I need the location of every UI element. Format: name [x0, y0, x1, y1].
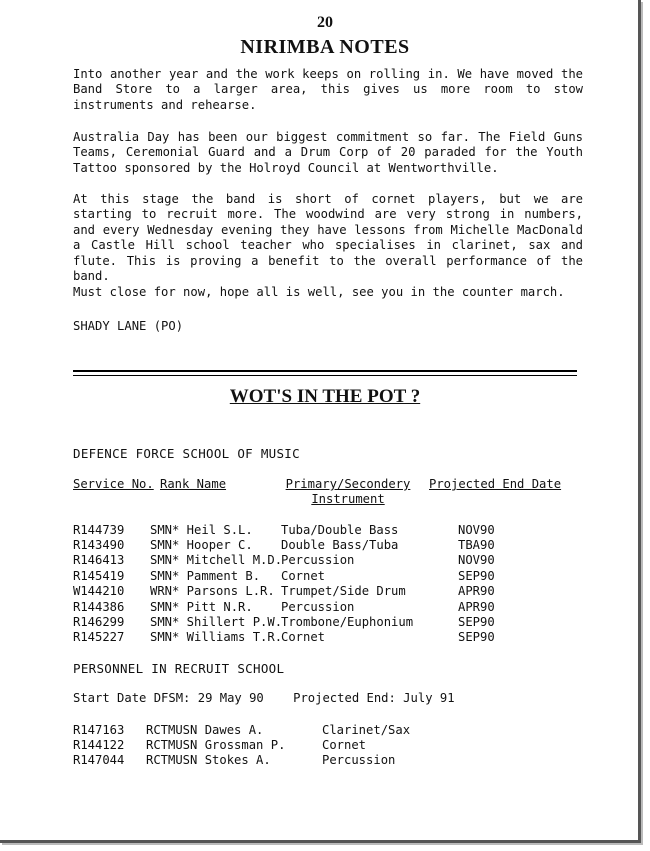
rank-name: RCTMUSN Stokes A. — [146, 753, 271, 767]
divider-thick — [73, 370, 577, 372]
instrument: Double Bass/Tuba — [281, 538, 399, 552]
service-number: R145419 — [73, 569, 125, 583]
instrument: Tuba/Double Bass — [281, 523, 399, 537]
service-number: R144386 — [73, 600, 125, 614]
instrument: Trumpet/Side Drum — [281, 584, 406, 598]
rank-name: SMN* Pamment B. — [150, 569, 261, 583]
table-row — [0, 523, 650, 538]
rank-name: SMN* Hooper C. — [150, 538, 253, 552]
end-date: NOV90 — [458, 523, 495, 537]
rank-name: SMN* Williams T.R. — [150, 630, 283, 644]
instrument: Trombone/Euphonium — [281, 615, 414, 629]
col-header-instrument-line1: Primary/Secondery — [285, 477, 411, 491]
table-row — [0, 538, 650, 553]
end-date: SEP90 — [458, 569, 495, 583]
table-row — [0, 569, 650, 584]
rank-name: WRN* Parsons L.R. — [150, 584, 275, 598]
rank-name: SMN* Mitchell M.D. — [150, 553, 283, 567]
instrument: Percussion — [281, 553, 355, 567]
paragraph-closing: Must close for now, hope all is well, see you in the counter march. — [73, 285, 565, 299]
col-header-instrument-line2: Instrument — [311, 492, 385, 506]
paragraph-cornet-players: At this stage the band is short of cornet players, but we are starting to recruit more. The woodwind are very strong in numbers, and every Wednesday evening they have lessons from Michelle MacDonald a Castle Hill school teacher who specialises in clarinet, sax and flute. This is proving a benefit to the overall performance of the band. — [73, 192, 583, 284]
signature: SHADY LANE (PO) — [73, 319, 184, 333]
divider-thin — [73, 375, 577, 376]
instrument: Percussion — [322, 753, 396, 767]
table-row — [0, 615, 650, 630]
instrument: Cornet — [322, 738, 367, 752]
rank-name: RCTMUSN Grossman P. — [146, 738, 286, 752]
instrument: Percussion — [281, 600, 355, 614]
col-header-service-no: Service No. — [73, 477, 154, 491]
paragraph-australia-day: Australia Day has been our biggest commitment so far. The Field Guns Teams, Ceremonial Guard and a Drum Corp of 20 paraded for the Youth Tattoo sponsored by the Holroyd Council at Wentworthville. — [73, 130, 583, 175]
table-row — [0, 738, 650, 753]
service-number: R146413 — [73, 553, 125, 567]
end-date: SEP90 — [458, 630, 495, 644]
table-row — [0, 600, 650, 615]
wots-in-the-pot-title: WOT'S IN THE POT ? — [229, 386, 421, 407]
rank-name: RCTMUSN Dawes A. — [146, 723, 264, 737]
rank-name: SMN* Heil S.L. — [150, 523, 253, 537]
col-header-end-date: Projected End Date — [429, 477, 562, 491]
end-date: NOV90 — [458, 553, 495, 567]
instrument: Clarinet/Sax — [322, 723, 411, 737]
page-number: 20 — [317, 14, 333, 31]
service-number: R144122 — [73, 738, 125, 752]
table-row — [0, 723, 650, 738]
paragraph-band-store: Into another year and the work keeps on rolling in. We have moved the Band Store to a larger area, this gives us more room to stow instruments and rehearse. — [73, 67, 583, 112]
date-line — [73, 691, 455, 705]
nirimba-notes-title: NIRIMBA NOTES — [240, 36, 410, 58]
end-date: APR90 — [458, 600, 495, 614]
instrument: Cornet — [281, 630, 326, 644]
end-date: APR90 — [458, 584, 495, 598]
table-row — [0, 630, 650, 645]
service-number: W144210 — [73, 584, 125, 598]
recruit-heading: PERSONNEL IN RECRUIT SCHOOL — [73, 661, 285, 676]
service-number: R146299 — [73, 615, 125, 629]
table-row — [0, 553, 650, 568]
service-number: R145227 — [73, 630, 125, 644]
col-header-rank-name: Rank Name — [160, 477, 227, 491]
service-number: R143490 — [73, 538, 125, 552]
projected-end: Projected End: July 91 — [293, 691, 455, 705]
table-row — [0, 753, 650, 768]
end-date: SEP90 — [458, 615, 495, 629]
school-heading: DEFENCE FORCE SCHOOL OF MUSIC — [73, 446, 300, 461]
end-date: TBA90 — [458, 538, 495, 552]
service-number: R147044 — [73, 753, 125, 767]
service-number: R147163 — [73, 723, 125, 737]
table-row — [0, 584, 650, 599]
rank-name: SMN* Shillert P.W. — [150, 615, 283, 629]
start-date: Start Date DFSM: 29 May 90 — [73, 691, 264, 705]
service-number: R144739 — [73, 523, 125, 537]
rank-name: SMN* Pitt N.R. — [150, 600, 253, 614]
instrument: Cornet — [281, 569, 326, 583]
